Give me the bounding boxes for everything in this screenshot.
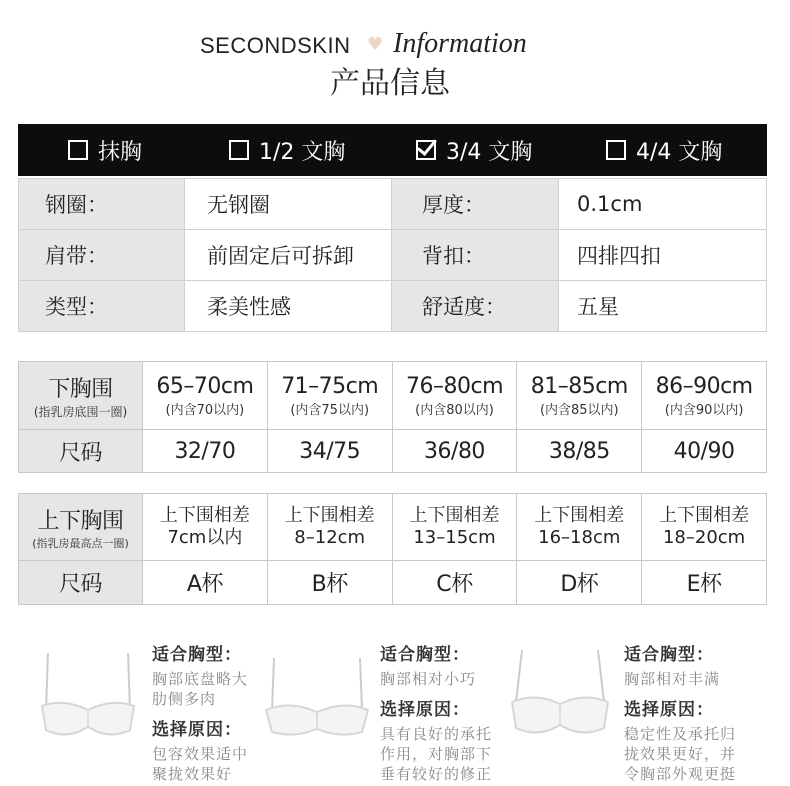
size-value: 40/90 [642, 430, 767, 473]
spec-key: 背扣： [392, 230, 559, 281]
range-label: 76–80cm [405, 373, 503, 399]
cup-header [19, 494, 143, 561]
cup-cell [642, 494, 767, 561]
fit-title: 适合胸型： [380, 645, 470, 665]
size-value: 36/80 [392, 430, 517, 473]
spec-row [19, 179, 767, 230]
fit-desc: 胸部相对小巧 [380, 670, 477, 688]
underbust-cell [267, 362, 392, 430]
checkbox-icon[interactable] [606, 140, 626, 160]
spec-value: 四排四扣 [559, 230, 767, 281]
spec-key: 类型： [19, 281, 185, 332]
diff-range: 16–18cm [538, 527, 621, 548]
cup-type-full[interactable] [606, 124, 722, 176]
page-title: 产品信息 [330, 66, 450, 101]
cup-cell [517, 494, 642, 561]
reason-desc: 拢效果更好，并 [624, 745, 737, 763]
spec-key: 钢圈： [19, 179, 185, 230]
header-note: (指乳房最高点一圈) [32, 536, 129, 550]
underbust-table [18, 361, 767, 473]
reason-title: 选择原因： [624, 700, 714, 720]
spec-value: 柔美性感 [185, 281, 392, 332]
brand-name: SECONDSKIN [200, 33, 351, 58]
range-label: 81–85cm [530, 373, 628, 399]
underbust-cell [392, 362, 517, 430]
table-row [19, 430, 767, 473]
range-label: 86–90cm [655, 373, 753, 399]
underbust-cell [517, 362, 642, 430]
fit-text-1 [152, 640, 248, 784]
reason-desc: 包容效果适中 [152, 745, 249, 763]
reason-title: 选择原因： [152, 720, 242, 740]
size-value: 38/85 [517, 430, 642, 473]
spec-value: 五星 [559, 281, 767, 332]
reason-desc: 作用，对胸部下 [380, 745, 493, 763]
cup-size-table [18, 493, 767, 605]
cup-type-label: 3/4 文胸 [446, 139, 533, 165]
cup-type-three-quarter[interactable] [416, 124, 532, 176]
diff-label: 上下围相差 [534, 505, 625, 526]
size-label: 尺码 [19, 430, 143, 473]
spec-value: 前固定后可拆卸 [185, 230, 392, 281]
range-note: (内含85以内) [539, 402, 619, 418]
bra-illustration-full [508, 646, 612, 738]
reason-desc: 垂有较好的修正 [380, 765, 493, 783]
underbust-cell [642, 362, 767, 430]
cup-size-value: D杯 [517, 561, 642, 605]
cup-cell [267, 494, 392, 561]
spec-value: 0.1cm [559, 179, 767, 230]
spec-key: 厚度： [392, 179, 559, 230]
table-row [19, 494, 767, 561]
cup-type-bar [18, 124, 767, 176]
reason-title: 选择原因： [380, 700, 470, 720]
cup-type-strapless[interactable] [68, 124, 142, 176]
underbust-header [19, 362, 143, 430]
spec-key: 肩带： [19, 230, 185, 281]
checkbox-icon[interactable] [68, 140, 88, 160]
reason-desc: 令胸部外观更挺 [624, 765, 737, 783]
script-title: Information [393, 28, 527, 59]
cup-size-value: E杯 [642, 561, 767, 605]
fit-title: 适合胸型： [624, 645, 714, 665]
checkbox-icon[interactable] [229, 140, 249, 160]
checked-checkbox-icon[interactable] [416, 140, 436, 160]
spec-value: 无钢圈 [185, 179, 392, 230]
cup-size-value: C杯 [392, 561, 517, 605]
reason-desc: 稳定性及承托归 [624, 725, 737, 743]
cup-type-half[interactable] [229, 124, 345, 176]
header-label: 下胸围 [48, 376, 113, 402]
underbust-cell [143, 362, 268, 430]
size-label: 尺码 [19, 561, 143, 605]
fit-desc: 胸部底盘略大 [152, 670, 249, 688]
spec-row [19, 281, 767, 332]
diff-label: 上下围相差 [409, 505, 500, 526]
range-note: (内含75以内) [290, 402, 370, 418]
cup-cell [392, 494, 517, 561]
range-note: (内含80以内) [415, 402, 494, 418]
diff-label: 上下围相差 [659, 505, 750, 526]
spec-key: 舒适度： [392, 281, 559, 332]
fit-text-3 [624, 640, 736, 784]
cup-size-value: A杯 [143, 561, 268, 605]
cup-cell [143, 494, 268, 561]
bra-illustration-wide [38, 648, 138, 740]
range-note: (内含70以内) [165, 402, 245, 418]
diff-range: 8–12cm [294, 527, 366, 548]
range-label: 71–75cm [281, 373, 379, 399]
table-row [19, 362, 767, 430]
diff-range: 13–15cm [413, 527, 496, 548]
reason-desc: 聚拢效果好 [152, 765, 233, 783]
spec-table [18, 178, 767, 332]
reason-desc: 具有良好的承托 [380, 725, 493, 743]
table-row [19, 561, 767, 605]
diff-label: 上下围相差 [284, 505, 375, 526]
size-value: 34/75 [267, 430, 392, 473]
cup-type-label: 抹胸 [98, 139, 143, 165]
cup-type-label: 4/4 文胸 [636, 139, 723, 165]
cup-size-value: B杯 [267, 561, 392, 605]
header-label: 上下胸围 [37, 508, 124, 534]
range-note: (内含90以内) [664, 402, 744, 418]
spec-row [19, 230, 767, 281]
heart-icon: ♥ [367, 34, 384, 55]
diff-range: 18–20cm [662, 527, 746, 548]
fit-text-2 [380, 640, 492, 784]
diff-range: 7cm以内 [167, 527, 243, 548]
header-note: (指乳房底围一圈) [33, 404, 128, 419]
range-label: 65–70cm [156, 373, 254, 399]
diff-label: 上下围相差 [159, 505, 250, 526]
cup-type-label: 1/2 文胸 [259, 139, 346, 165]
size-value: 32/70 [143, 430, 268, 473]
bra-illustration-small [262, 648, 372, 740]
fit-title: 适合胸型： [152, 645, 242, 665]
fit-desc: 胸部相对丰满 [624, 670, 721, 688]
fit-desc: 肋侧多肉 [152, 690, 217, 708]
